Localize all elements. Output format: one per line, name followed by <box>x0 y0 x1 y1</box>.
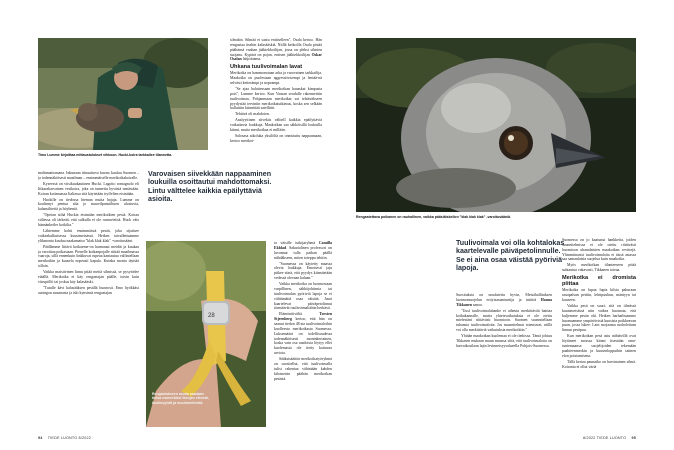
paragraph: silmiäin. Silmää ei saatu enttiselleen", Osala kertoo. Hän rengastaa itsekin kalasääskiä. Niillä keikoilla Osala pistää päähänsä vanhan jääkiekkoilijan, jossa on pleksi silmien suojana. Kypärä on pojan, entisen jääkiekkoilijan Oskar Osalan lahjoittama. <box>230 38 322 62</box>
paragraph: Analyyttinen siivekäs välttelI kaikkia epäilyttäviä vaikuttavia loukkuja. Maakotkan saa sähköisillä loukuilla kiinni, mutta merikotkaa ei millään. <box>230 118 322 133</box>
pull-quote-left: Varovaisen siivekkään nappaaminen loukuilla osoittautui mahdottomaksi. Lintu välttelee kaikkia epäilyttäviä asioita. <box>148 170 272 203</box>
body-column-3 <box>274 241 332 429</box>
paragraph: Merikotka on hammonotaan arka ja varovainen tarkkailija. Maakotka on puolestaan aggressiivisempi ja lentää-nä selvästi ketterämpi ja nopeampi. <box>230 71 322 85</box>
svg-text:28: 28 <box>208 313 215 319</box>
paragraph: Elämöntiivältä Torsten Stjernberg kertoo, että hän on saanut tiedon 48:sta tuulivoimaloihin kuolleesta merikotkasta Suomessa. Luksemäärä on todellisuudessa todennäköisesti moninkertainen, koska vain osa raadoista löytyy ellei kuolemasta ole tietty kattavaa arviota. <box>274 312 332 356</box>
body-column-2 <box>230 38 322 234</box>
paragraph: Huckille on tiedossa hieman muita hajuja. Lumme on koulinnyt pentua alta jo muuvilpansiiltuen ulostuvia, kalansiltteitä ja höyheniä. <box>38 197 139 212</box>
paragraph: maltamattomana. Inkunaan tiinuuttuva kuono kuuluu Suomen – ja todennäköisesti maailman – ensimmäiselle merikotkakoiralle. <box>38 171 139 180</box>
section-heading: Merikotka ei dromista piittaa <box>562 274 636 287</box>
body-column-5 <box>562 238 636 429</box>
paragraph: "Opetan siihä Huckia etsimään merikotkien pesiä. Kotraa väliessa oli tärkeää, että sulkulla ei ole runtaviettiä. Huck väis hännänkeiler kotkilta." <box>38 213 139 227</box>
paragraph: Tällä kertaa paunaiko on harvinainen silmä. Koiranta ei ollut väriä <box>562 359 636 369</box>
paragraph: "Se ajaa haluttessaan merikotkan haaaskat kimpusta pois", Lumme kertoo. Kun Vaasan seudulle rakennettiin tuulivoimaa, Pohjanmaan merikotkat sai tehtäväkseen pyydystää terviniin merikotkatutkimus, koska sen selkään halluttiin kiinnittää satelliitti. <box>230 87 322 111</box>
footer-left <box>38 436 91 440</box>
paragraph: Suomessa on jo kaatunut hankkeita, joiden suunnitelmissa ei ole otettu riittävästi huomioon uhanalaisten maakotkan reviirejä. Ylimmiinasisi tuulivoimaloita ei tässä asiassa saa samanlaista suojelua kuin maakotka. <box>562 238 636 262</box>
section-heading: Uhkana tuulivoimalan lavat <box>230 63 303 70</box>
paragraph: Yhtään maakotkan kuolemaa ei ole tiedossa. Tämä johtuu Tikkasen mukaan muun muassa siitä, että tuulivoimaloita on harvaikosilaan lajin levinneisyysalueella Pohjois-Suomessa. <box>456 334 552 348</box>
caption-photo-ringer: Timo Lumme kirjoittaa mittaustulokset vihkoon. Hucki-koira tarkkailee tilannetta. <box>38 153 173 157</box>
person-name: Hanna Tikkanen <box>456 297 552 307</box>
person-name: Torsten Stjernberg <box>274 312 332 322</box>
paragraph: Kun merikotkan pesä asiu nähtävillä ovat löytäneet mosssa kiinni itsestään oma-tuntemaansa suojelijoiden tekemään paahteenmerkin ja kuusenloppuihin taimen elon poistamisena. <box>562 334 636 358</box>
paragraph: Sääksisäätiön merikotkatyöryhmä on suositellut, että tuulivoimalla tulisi rakentaa vähintään kahden kilometrin päähän merikotkan pesästä. <box>274 357 332 381</box>
paragraph: Vaikka pesä on suuri, sitä on tiheässä kuusimetsässä niin vaikea huomata, että kuljemme pesän ohi. Hetken harhailtuamme huomaamme ympäröivistä kuusista poikkeavan puun, jossa lukee: Lain suojaama ruoholettum linnun pesäpuu. <box>562 304 636 333</box>
body-column-4 <box>456 293 552 429</box>
photo-ringer-with-chick <box>38 38 208 150</box>
paragraph: Vaikka maisiivinen linnu pitää meitä silmissä, se pysyttelee etäällä. Merikotka ei käy rengastajan päälle, toisin kuin viirupöllö tai joskus käy kalasääski. <box>38 270 139 284</box>
paragraph: Tehtävä oli mahdoton. <box>235 112 270 117</box>
paragraph: Salosasa aikoluka yksilöltä on onnistuttu nappaamaan, kertoo merikoi- <box>230 134 322 144</box>
paragraph: "Uusi tuulivoimalahanke ei aiheuta merkittävää haittaa kotkakannalle, mutta yhteisvaikutuksia ei ole otettu mielestäni riittävästi huomioon. Suomen suunnitellaan tuhansia tuulivoimaloita. Jos suunnitelmat toteutuvat, niillä voi olla merkittäviä vaikutuksia merikotkiin." <box>456 308 552 333</box>
paragraph: Merikotka on lupaa lupia kilsia pahuraan rauapalsun pettiin, lehtipuuhun, mäntyyn tai kuuseen. <box>562 288 636 303</box>
magazine-issue-right: 8/2022 TIEDE LUONTO <box>583 436 627 440</box>
paragraph: "Tutulle kävi kalasääksen pesällä huonosti. Emo hyökkäsi auringon suunnasta ja iski kynsinsä rengastajan <box>38 285 139 295</box>
paragraph: Vaikka merikotka on luonnostaan varpillinen, sähköjohtimia tai tuulivoimalan pyöriviä lapoja se ei välttämättä osaa väistää. Juuri kaartelevat päiväpetolinnut törmäävät tuulivoimaloihin herkästi. <box>274 282 332 311</box>
page-number-right: 95 <box>631 436 636 440</box>
person-name: Oskar Osalan <box>230 52 322 62</box>
pull-quote-right: Tuulivoimala voi olla kohtalokas kaartelevalle päiväpetolinnulle. Se ei aina osaa väistää pyöriviä lapoja. <box>456 239 565 272</box>
paragraph: Lähtemme kohti ensimmäistä pesää, joka sijaitsee vaikeakulkuisessa kuusimetsässä. Hetken taivallettuamme ylikmonta kuuluu naakamaisa "klak klak klak" -varoitusääni. <box>38 229 139 243</box>
paragraph: Kyseessä on viisikuukautinen Hucki. Lagotto romagnolo eli Iitkarakarvainen vesikoira, joka on tunnettu hyvästä nenästään. Koiran kotimaassa Italiassa sitä käytetään tryffelien etsintään. <box>38 181 139 196</box>
paragraph: Päällämme liitävä kotkaeme-on harmaaut meidät ja kuukaa ja varoittaa poikastaan. Pienelle kotkanpojalle riittää maailmassa vaaroja, sillä ennenkuin linkkuvat rupeaa kantautua vallintellaan merikotkin ja kuusela nopeasti kapula. Kuinka monta täyttää silloin. <box>38 244 139 269</box>
person-name: Camilla Ekblad <box>274 241 332 250</box>
photo-eagle-chick-closeup <box>356 38 636 212</box>
page-number-left: 94 <box>38 436 43 440</box>
paragraph: Myös merikotkan tilanteeseen pitää suhtautua vakavasti, Tikkanen toteaa. <box>562 263 636 273</box>
paragraph: "Suomessa on käytetty maassa olevia loukkuja. Emoisesti jaju pitkee siinä, että pyydys kiinnitetään vedessä olevaan kalaan." <box>274 261 332 281</box>
caption-photo-ring: Rengastukseen asuila saadaan tietoa esimerkiksi lintujen elinistä, kuolinsyistä ja muuttoreiteistä. <box>152 392 209 405</box>
magazine-issue-left: TIEDE LUONTO 8/2022 <box>47 436 92 440</box>
caption-photo-eagle: Rengastettava poikanen on rauhallinen, vaikka pääsiäiskellon "klak klak klak" -varoitusääniä. <box>356 215 512 219</box>
body-column-1 <box>38 171 139 429</box>
paragraph: ta vätsille tutkijaryhmä Camilla Ekblad. Sakarialinen professori on luvannut tulla paikan päällä nähdäkseen, miten toteppu tehtiin. <box>274 241 332 260</box>
footer-right <box>583 436 636 440</box>
paragraph: Suosituksta on noudatettu hyvin, Metsähallituksen luonnonsuojelun erityisasiantuntija ja intitiiä Hanna Tikkanen sanoo. <box>456 293 552 307</box>
